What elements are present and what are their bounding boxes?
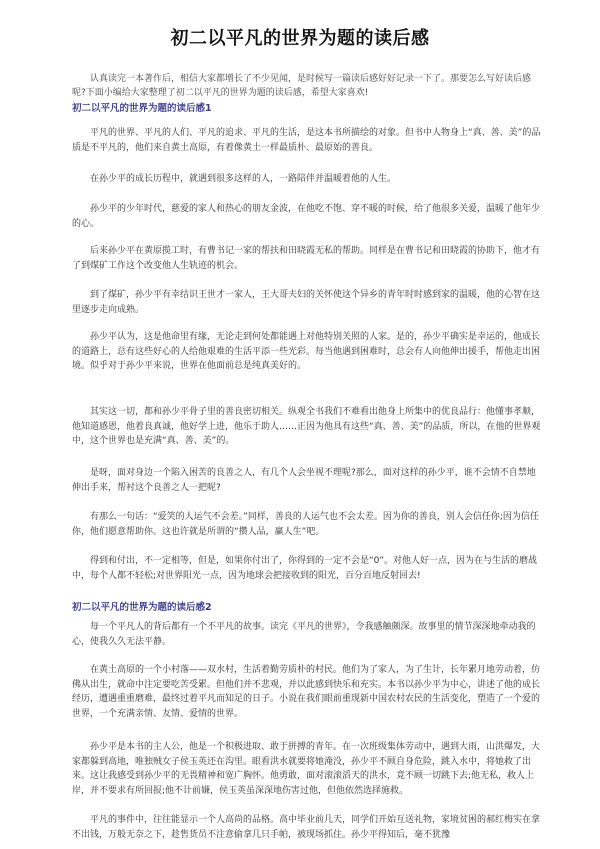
paragraph: 孙少平的少年时代，慈爱的家人和热心的朋友金波，在他吃不饱、穿不暖的时候，给了他很多关爱，温暖了他年少的心。 [72, 204, 541, 229]
intro-paragraph: 认真读完一本著作后，相信大家都增长了不少见闻，是时候写一篇读后感好好记录一下了。那要怎么写好读后感呢?下面小编给大家整理了初二以平凡的世界为题的读后感，希望大家喜欢! [72, 74, 532, 98]
section-heading-2: 初二以平凡的世界为题的读后感2 [72, 602, 212, 613]
paragraph: 平凡的世界、平凡的人们、平凡的追求、平凡的生活，是这本书所描绘的对象。但书中人物身上“真、善、美”的品质是不平凡的，他们来自黄土高原，有着像黄土一样最质朴、最原始的善良。 [72, 128, 541, 153]
paragraph: 每一个平凡人的背后都有一个不平凡的故事。读完《平凡的世界》，令我感触颇深。故事里的情节深深地牵动我的心，使我久久无法平静。 [72, 622, 536, 647]
paragraph: 孙少平认为，这是他命里有缘，无论走到何处都能遇上对他特别关照的人家。是的，孙少平确实是幸运的，他成长的道路上，总有这些好心的人给他艰难的生活平添一些光彩。每当他遇到困难时，总会有人向他伸出援手，帮他走出困境。似乎对于孙少平来说，世界在他面前总是纯真美好的。 [72, 332, 541, 371]
paragraph: 平凡的事件中，往往能显示一个人高尚的品格。高中毕业前几天，同学们开始互送礼物，家境贫困的郝红梅实在拿不出钱，万般无奈之下，趁售货员不注意偷拿几只手帕，被现场抓住。孙少平得知后，毫不犹豫 [72, 815, 541, 840]
paragraph: 有那么一句话：“爱笑的人运气不会差。”同样，善良的人运气也不会太差。因为你的善良，别人会信任你;因为信任你，他们愿意帮助你。这也许就是所谓的“攒人品，赢人生”吧。 [72, 512, 539, 537]
paragraph: 其实这一切，都和孙少平骨子里的善良密切相关。纵观全书我们不难看出他身上所集中的优良品行：他懂事孝顺，他知道感恩，他着良真诚，他好学上进，他乐于助人……正因为他具有这些“真、善、美”的品质，所以，在他的世界观中，这个世界也是充满“真、善、美”的。 [72, 407, 541, 446]
paragraph: 孙少平是本书的主人公，他是一个积极进取、敢于拼搏的青年。在一次班级集体劳动中，遇到大雨，山洪爆发，大家都躲到高地，唯独贼女子侯玉英还在沟里。眼看洪水就要将她淹没，孙少平不顾自身危险，跳入水中，将她救了出来。这让我感受到孙少平的无畏精神和宽广胸怀。他勇敢，面对滚滚滔天的洪水，竟不顾一切跳下去;他无私，救人上岸，并不要求有所回报;他不计前嫌，侯玉英虽深深地伤害过他，但他依然选择施救。 [72, 742, 541, 796]
paragraph: 是呀，面对身边一个陷入困苦的良善之人，有几个人会坐视不理呢?那么，面对这样的孙少平，谁不会情不自禁地伸出手来，帮衬这个良善之人一把呢? [72, 468, 536, 493]
paragraph: 到了煤矿，孙少平有幸结识王世才一家人，王大哥夫妇的关怀使这个异乡的青年时时感到家的温暖，他的心智在这里逐步走向成熟。 [72, 290, 541, 315]
paragraph: 后来孙少平在黄原揽工时，有曹书记一家的帮扶和田晓霞无私的帮助。同样是在曹书记和田晓霞的协助下，他才有了到煤矿工作这个改变他人生轨迹的机会。 [72, 246, 541, 271]
paragraph: 得到和付出，不一定相等，但是，如果你付出了，你得到的一定不会是“0”。对他人好一点，因为在与生活的磨战中，每个人都不轻松;对世界阳光一点，因为地球会把接收到的阳光，百分百地反射回去! [72, 556, 538, 581]
section-heading-1: 初二以平凡的世界为题的读后感1 [72, 103, 212, 114]
page-title: 初二以平凡的世界为题的读后感 [170, 28, 430, 49]
paragraph: 在黄土高原的一个小村落——双水村，生活着勤劳质朴的村民。他们为了家人，为了生计，长年累月地劳动着，仿佛从出生，就命中注定要吃苦受累。但他们并不悲观，并以此感到快乐和充实。本书以孙少平为中心，讲述了他的成长经历，遭遇重重磨难，最终过着平凡而知足的日子。小说在我们眼前重现新中国农村农民的生活变化，塑造了一个爱的世界，一个充满亲情、友情、爱情的世界。 [72, 665, 541, 719]
paragraph: 在孙少平的成长历程中，就遇到很多这样的人，一路陪伴并温暖着他的人生。 [90, 174, 397, 184]
